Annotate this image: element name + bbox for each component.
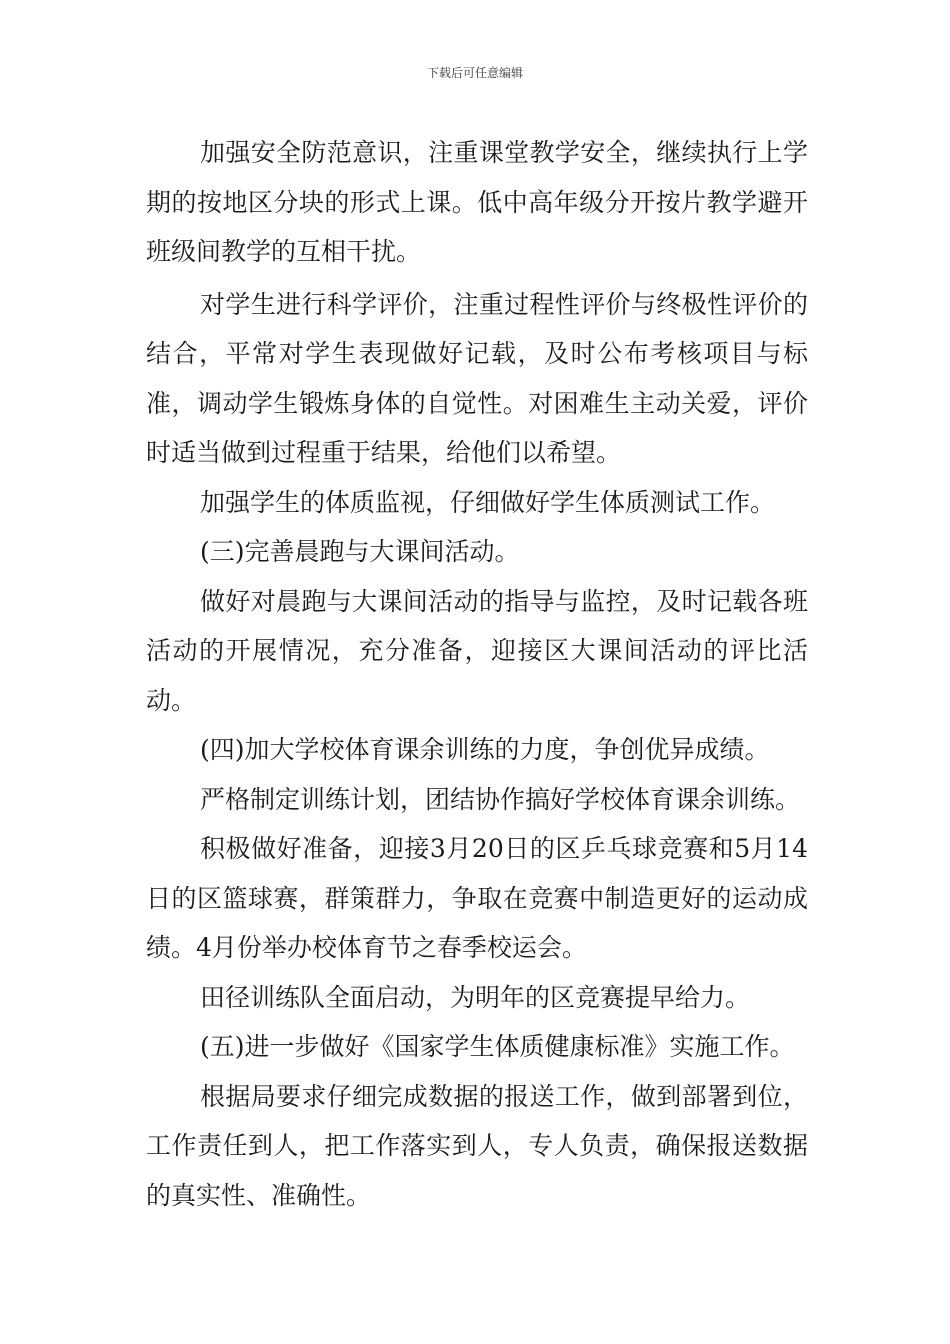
paragraph-training-plan: 严格制定训练计划，团结协作搞好学校体育课余训练。 bbox=[200, 784, 801, 814]
page-header-note: 下载后可任意编辑 bbox=[426, 66, 523, 80]
section-heading-5: (五)进一步做好《国家学生体质健康标准》实施工作。 bbox=[200, 1032, 795, 1061]
document-body bbox=[146, 128, 808, 1220]
section-heading-3: (三)完善晨跑与大课间活动。 bbox=[200, 537, 520, 566]
paragraph-data-reporting: 根据局要求仔细完成数据的报送工作，做到部署到位，工作责任到人，把工作落实到人，专人负责，确保报送数据的真实性、准确性。 bbox=[146, 1081, 808, 1210]
paragraph-morning-run: 做好对晨跑与大课间活动的指导与监控，及时记载各班活动的开展情况，充分准备，迎接区大课间活动的评比活动。 bbox=[146, 586, 808, 715]
paragraph-evaluation: 对学生进行科学评价，注重过程性评价与终极性评价的结合，平常对学生表现做好记载，及时公布考核项目与标准，调动学生锻炼身体的自觉性。对困难生主动关爱，评价时适当做到过程重于结果，给他们以希望。 bbox=[146, 289, 808, 467]
paragraph-track-team: 田径训练队全面启动，为明年的区竞赛提早给力。 bbox=[200, 982, 751, 1012]
paragraph-competitions: 积极做好准备，迎接3月20日的区乒乓球竞赛和5月14日的区篮球赛，群策群力，争取在竞赛中制造更好的运动成绩。4月份举办校体育节之春季校运会。 bbox=[146, 834, 808, 962]
paragraph-fitness-monitoring: 加强学生的体质监视，仔细做好学生体质测试工作。 bbox=[200, 487, 776, 517]
section-heading-4: (四)加大学校体育课余训练的力度，争创优异成绩。 bbox=[200, 735, 770, 764]
paragraph-safety: 加强安全防范意识，注重课堂教学安全，继续执行上学期的按地区分块的形式上课。低中高年级分开按片教学避开班级间教学的互相干扰。 bbox=[146, 138, 808, 266]
